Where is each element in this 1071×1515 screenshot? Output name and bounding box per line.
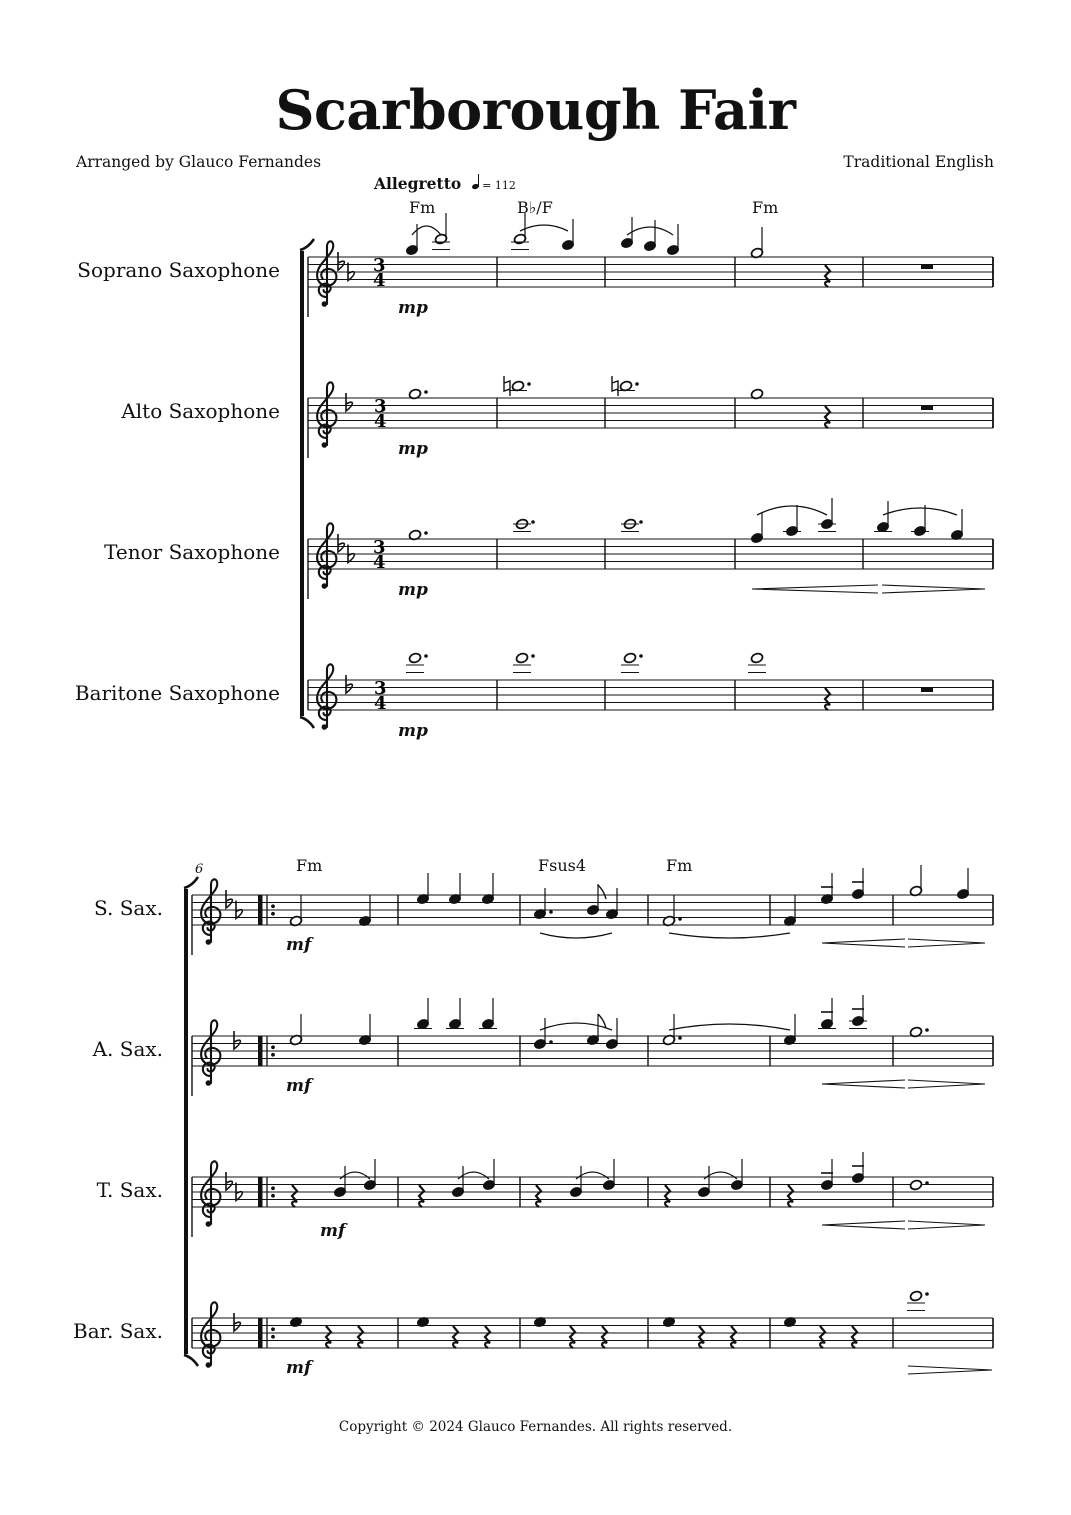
chord-symbol: Fm <box>666 856 693 875</box>
flat-icon <box>346 675 352 693</box>
augmentation-dot <box>639 520 643 524</box>
flat-icon <box>234 1031 240 1049</box>
flat-icon <box>234 1313 240 1331</box>
dynamic-marking: mp <box>398 439 428 459</box>
augmentation-dot <box>925 1181 929 1185</box>
slur <box>757 506 827 515</box>
quarter-rest-icon <box>292 1185 297 1207</box>
time-signature-top: 3 <box>373 537 386 558</box>
repeat-dot <box>271 1053 275 1057</box>
quarter-rest-icon <box>419 1185 424 1207</box>
whole-rest-icon <box>921 406 933 411</box>
dynamic-marking: mf <box>286 1358 312 1378</box>
flat-icon <box>338 534 344 552</box>
tempo-text: Allegretto <box>374 174 462 193</box>
dynamic-marking: mp <box>398 721 428 741</box>
augmentation-dot <box>678 917 682 921</box>
repeat-dot <box>271 1335 275 1339</box>
bracket-hook <box>184 1355 198 1366</box>
quarter-rest-icon <box>536 1185 541 1207</box>
augmentation-dot <box>639 654 643 658</box>
instrument-abbr-soprano: S. Sax. <box>94 896 163 920</box>
quarter-rest-icon <box>825 688 830 710</box>
repeat-dot <box>271 1194 275 1198</box>
instrument-name-baritone: Baritone Saxophone <box>74 681 280 705</box>
augmentation-dot <box>424 531 428 535</box>
instrument-abbr-baritone: Bar. Sax. <box>73 1319 163 1343</box>
slur <box>520 225 568 231</box>
time-signature-bottom: 4 <box>374 693 387 714</box>
instrument-abbr-alto: A. Sax. <box>92 1037 163 1061</box>
bracket-hook <box>184 877 198 888</box>
quarter-rest-icon <box>326 1326 331 1348</box>
time-signature-top: 3 <box>374 678 387 699</box>
time-signature-bottom: 4 <box>373 270 386 291</box>
staff-notation-layer <box>184 213 993 1374</box>
quarter-rest-icon <box>852 1326 857 1348</box>
chord-symbol: B♭/F <box>517 198 553 217</box>
repeat-dot <box>271 904 275 908</box>
notehead <box>623 652 636 664</box>
slur <box>669 1024 790 1030</box>
notehead <box>408 652 421 664</box>
flat-icon <box>346 393 352 411</box>
dynamic-marking: mf <box>320 1221 346 1241</box>
crescendo-hairpin <box>822 939 905 947</box>
flat-icon <box>226 1172 232 1190</box>
decrescendo-hairpin <box>908 1366 992 1374</box>
natural-icon <box>612 376 618 396</box>
slur <box>883 508 957 515</box>
quarter-rest-icon <box>825 265 830 287</box>
crescendo-hairpin <box>752 585 878 593</box>
decrescendo-hairpin <box>882 585 985 593</box>
repeat-thick-barline <box>258 1318 263 1348</box>
repeat-thick-barline <box>258 1177 263 1207</box>
bracket-hook <box>300 717 314 728</box>
quarter-rest-icon <box>570 1326 575 1348</box>
treble-clef-icon <box>317 523 336 588</box>
notehead <box>750 652 763 664</box>
quarter-rest-icon <box>820 1326 825 1348</box>
decrescendo-hairpin <box>908 1221 985 1229</box>
augmentation-dot <box>925 1292 929 1296</box>
score-title: Scarborough Fair <box>275 78 796 142</box>
quarter-rest-icon <box>731 1326 736 1348</box>
notehead <box>909 1179 922 1191</box>
quarter-rest-icon <box>602 1326 607 1348</box>
slur <box>669 933 790 938</box>
slur <box>412 226 441 235</box>
quarter-rest-icon <box>485 1326 490 1348</box>
treble-clef-icon <box>201 1302 220 1367</box>
instrument-name-soprano: Soprano Saxophone <box>77 258 280 282</box>
composer-credit: Traditional English <box>843 153 994 171</box>
augmentation-dot <box>549 910 553 914</box>
treble-clef-icon <box>201 1161 220 1226</box>
time-signature-top: 3 <box>373 255 386 276</box>
decrescendo-hairpin <box>908 1080 985 1088</box>
treble-clef-icon <box>201 1020 220 1085</box>
augmentation-dot <box>424 654 428 658</box>
notehead <box>515 652 528 664</box>
dynamic-marking: mf <box>286 1076 312 1096</box>
eighth-flag <box>598 885 606 899</box>
tempo-bpm: = 112 <box>482 179 516 192</box>
chord-symbol: Fm <box>752 198 779 217</box>
chord-symbol: Fm <box>409 198 436 217</box>
instrument-abbr-tenor: T. Sax. <box>96 1178 163 1202</box>
slur <box>627 227 673 235</box>
dynamic-marking: mp <box>398 298 428 318</box>
repeat-thick-barline <box>258 1036 263 1066</box>
whole-rest-icon <box>921 265 933 270</box>
quarter-rest-icon <box>453 1326 458 1348</box>
treble-clef-icon <box>317 241 336 306</box>
quarter-rest-icon <box>699 1326 704 1348</box>
augmentation-dot <box>527 382 531 386</box>
augmentation-dot <box>549 1040 553 1044</box>
augmentation-dot <box>531 654 535 658</box>
flat-icon <box>338 252 344 270</box>
augmentation-dot <box>925 1028 929 1032</box>
decrescendo-hairpin <box>908 939 985 947</box>
flat-icon <box>226 890 232 908</box>
augmentation-dot <box>531 520 535 524</box>
augmentation-dot <box>678 1036 682 1040</box>
chord-symbol: Fm <box>296 856 323 875</box>
dynamic-marking: mp <box>398 580 428 600</box>
crescendo-hairpin <box>822 1080 905 1088</box>
chord-symbol: Fsus4 <box>538 856 587 875</box>
treble-clef-icon <box>201 879 220 944</box>
bracket-hook <box>300 239 314 250</box>
crescendo-hairpin <box>822 1221 905 1229</box>
instrument-name-alto: Alto Saxophone <box>121 399 280 423</box>
slur <box>540 1023 612 1030</box>
natural-icon <box>504 376 510 396</box>
instrument-name-tenor: Tenor Saxophone <box>104 540 280 564</box>
time-signature-bottom: 4 <box>373 552 386 573</box>
time-signature-bottom: 4 <box>374 411 387 432</box>
quarter-rest-icon <box>788 1185 793 1207</box>
quarter-rest-icon <box>358 1326 363 1348</box>
dynamic-marking: mf <box>286 935 312 955</box>
repeat-dot <box>271 912 275 916</box>
quarter-rest-icon <box>825 406 830 428</box>
quarter-rest-icon <box>665 1185 670 1207</box>
augmentation-dot <box>424 390 428 394</box>
treble-clef-icon <box>317 664 336 729</box>
time-signature-top: 3 <box>374 396 387 417</box>
measure-number: 6 <box>195 862 204 877</box>
whole-rest-icon <box>921 688 933 693</box>
repeat-dot <box>271 1045 275 1049</box>
slur <box>540 933 612 938</box>
arranger-credit: Arranged by Glauco Fernandes <box>76 153 322 171</box>
augmentation-dot <box>635 382 639 386</box>
repeat-thick-barline <box>258 895 263 925</box>
repeat-dot <box>271 1327 275 1331</box>
repeat-dot <box>271 1186 275 1190</box>
copyright-notice: Copyright © 2024 Glauco Fernandes. All rights reserved. <box>338 1419 733 1435</box>
notehead <box>909 1290 922 1302</box>
treble-clef-icon <box>317 382 336 447</box>
